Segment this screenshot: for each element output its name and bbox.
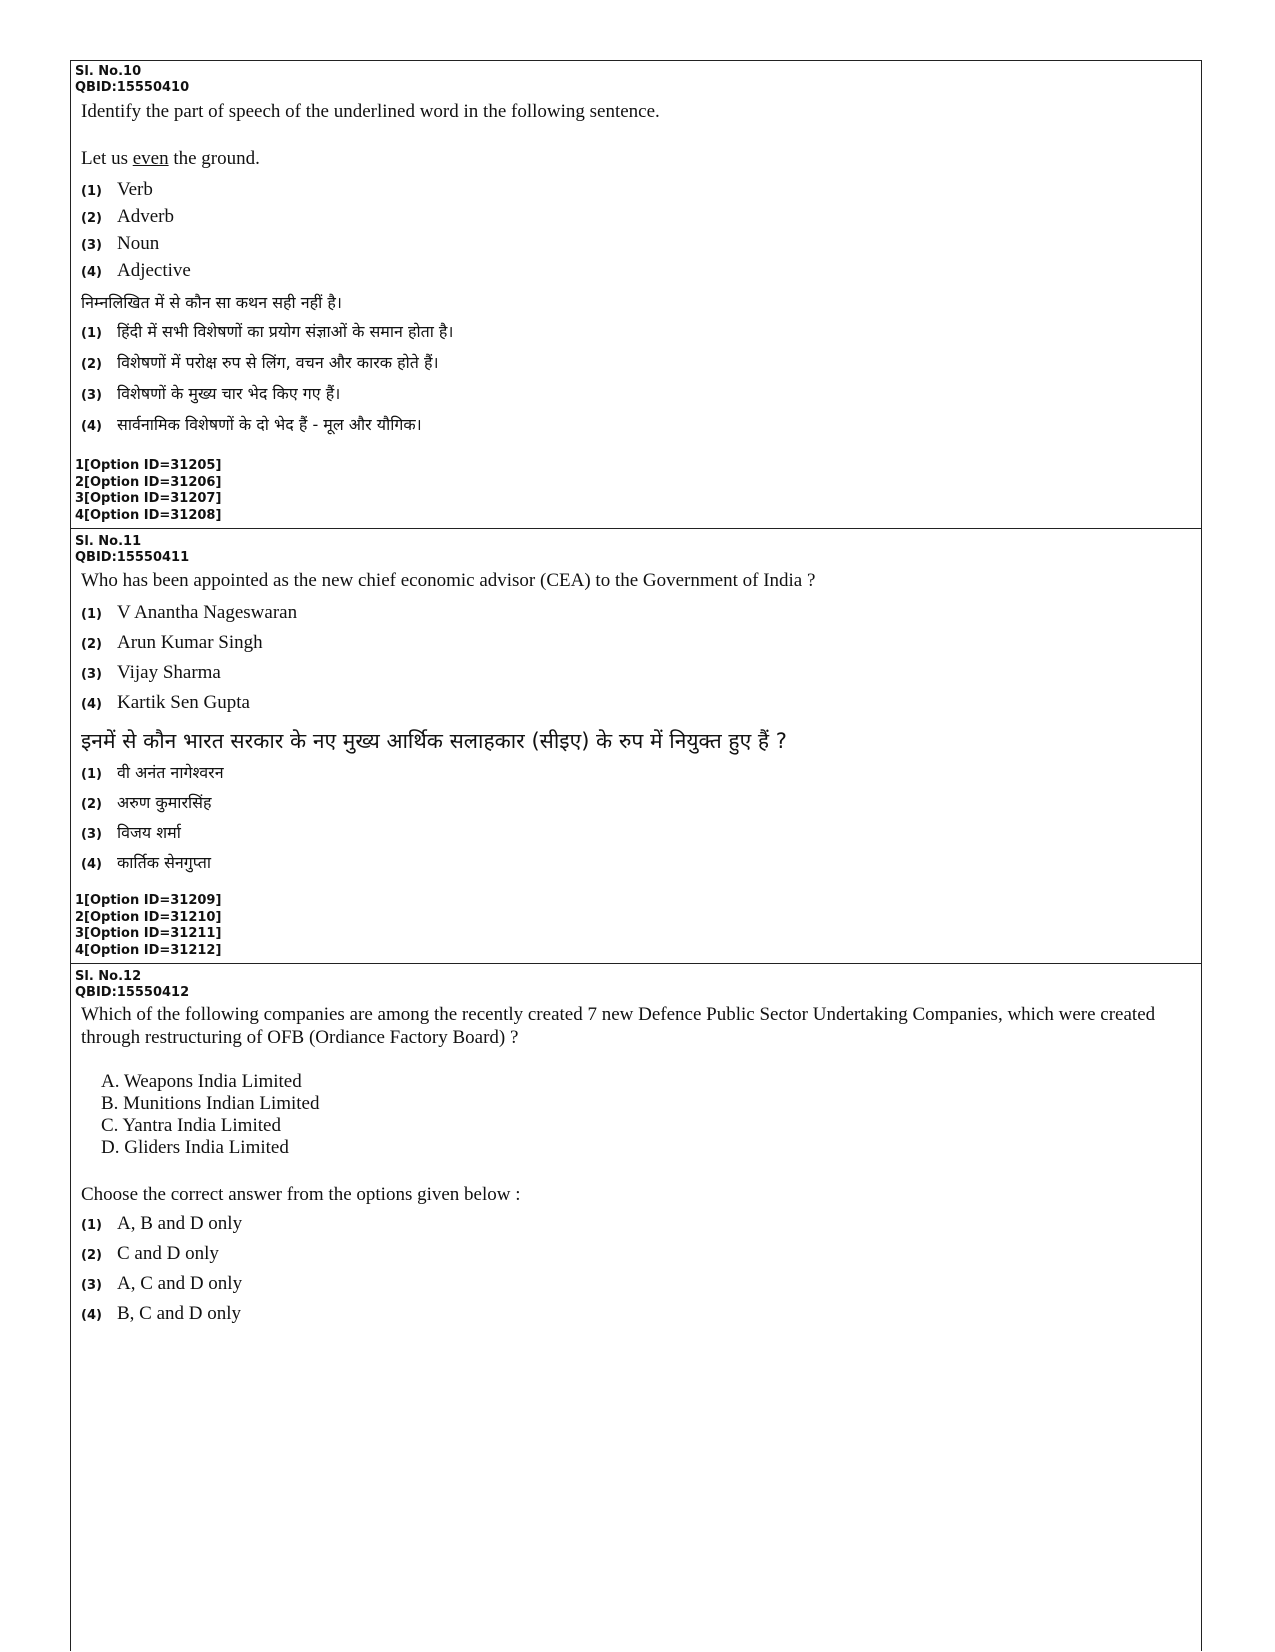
choose-instruction: Choose the correct answer from the options given below : — [81, 1184, 521, 1205]
option-id: 4[Option ID=31212] — [75, 942, 222, 958]
question-stem: Who has been appointed as the new chief economic advisor (CEA) to the Government of India ? — [81, 570, 816, 591]
question-block-12 — [71, 963, 1201, 1652]
option-number: (3) — [81, 827, 102, 842]
hindi-option-1[interactable] — [71, 758, 1201, 788]
option-2[interactable] — [71, 203, 1201, 230]
list-item: B. Munitions Indian Limited — [101, 1093, 320, 1114]
option-number: (2) — [81, 797, 102, 812]
option-number: (1) — [81, 1218, 102, 1233]
options-list — [71, 1209, 1201, 1329]
option-id: 1[Option ID=31209] — [75, 893, 222, 908]
option-2[interactable] — [71, 1239, 1201, 1269]
option-number: (1) — [81, 767, 102, 782]
hindi-options-list — [71, 758, 1201, 878]
hindi-option-2[interactable] — [71, 347, 1201, 378]
serial-number: Sl. No.12 — [75, 969, 142, 984]
list-item: C. Yantra India Limited — [101, 1115, 281, 1136]
qbid: QBID:15550412 — [75, 985, 190, 1000]
option-number: (2) — [81, 637, 102, 652]
option-number: (2) — [81, 211, 102, 226]
qbid: QBID:15550410 — [75, 80, 190, 95]
question-sentence — [71, 147, 1201, 170]
hindi-option-4[interactable] — [71, 848, 1201, 878]
option-text: Kartik Sen Gupta — [117, 692, 250, 713]
option-4[interactable] — [71, 257, 1201, 284]
option-text: कार्तिक सेनगुप्ता — [117, 853, 211, 872]
company-list — [71, 1071, 1201, 1159]
option-text: हिंदी में सभी विशेषणों का प्रयोग संज्ञाओं के समान होता है। — [117, 322, 454, 341]
hindi-option-1[interactable] — [71, 316, 1201, 347]
option-number: (1) — [81, 184, 102, 199]
option-text: Adjective — [117, 260, 191, 281]
option-text: वी अनंत नागेश्वरन — [117, 763, 224, 782]
hindi-option-3[interactable] — [71, 818, 1201, 848]
option-3[interactable] — [71, 230, 1201, 257]
option-ids — [71, 893, 221, 959]
question-stem: Which of the following companies are among the recently created 7 new Defence Public Sector Undertaking Companies, which were created through restructuring of OFB (Ordiance Factory Board) ? — [81, 1004, 1156, 1048]
option-3[interactable] — [71, 1269, 1201, 1299]
option-3[interactable] — [71, 658, 1201, 688]
option-text: C and D only — [117, 1243, 219, 1264]
hindi-option-4[interactable] — [71, 409, 1201, 440]
sentence-text: the ground. — [168, 148, 260, 169]
option-text: Verb — [117, 179, 153, 200]
option-number: (2) — [81, 1248, 102, 1263]
hindi-question-stem: इनमें से कौन भारत सरकार के नए मुख्य आर्थिक सलाहकार (सीइए) के रुप में नियुक्त हुए हैं ? — [81, 729, 787, 753]
option-text: Adverb — [117, 206, 174, 227]
option-id: 2[Option ID=31206] — [75, 474, 222, 490]
option-4[interactable] — [71, 688, 1201, 718]
option-text: सार्वनामिक विशेषणों के दो भेद हैं - मूल और यौगिक। — [117, 415, 422, 434]
options-list — [71, 176, 1201, 284]
option-number: (4) — [81, 265, 102, 280]
option-text: B, C and D only — [117, 1303, 242, 1324]
option-text: Noun — [117, 233, 160, 254]
hindi-question-stem: निम्नलिखित में से कौन सा कथन सही नहीं है। — [81, 293, 342, 312]
option-number: (4) — [81, 1308, 102, 1323]
option-number: (1) — [81, 607, 102, 622]
hindi-option-3[interactable] — [71, 378, 1201, 409]
option-4[interactable] — [71, 1299, 1201, 1329]
option-number: (4) — [81, 857, 102, 872]
question-block-11 — [71, 528, 1201, 963]
option-id: 2[Option ID=31210] — [75, 909, 222, 925]
option-number: (4) — [81, 419, 102, 434]
option-number: (4) — [81, 697, 102, 712]
option-text: Arun Kumar Singh — [117, 632, 263, 653]
option-2[interactable] — [71, 628, 1201, 658]
sentence-text: Let us — [81, 148, 133, 169]
option-id: 1[Option ID=31205] — [75, 458, 222, 473]
serial-number: Sl. No.10 — [75, 64, 142, 79]
qbid: QBID:15550411 — [75, 550, 190, 565]
question-stem: Identify the part of speech of the underlined word in the following sentence. — [81, 101, 660, 122]
options-list — [71, 598, 1201, 718]
question-paper-frame — [70, 60, 1202, 1651]
option-number: (3) — [81, 667, 102, 682]
option-number: (3) — [81, 1278, 102, 1293]
option-text: अरुण कुमारसिंह — [117, 793, 212, 812]
list-item: A. Weapons India Limited — [101, 1071, 302, 1092]
option-text: विशेषणों में परोक्ष रुप से लिंग, वचन और कारक होते हैं। — [117, 353, 439, 372]
list-item: D. Gliders India Limited — [101, 1137, 289, 1158]
option-text: विजय शर्मा — [117, 823, 181, 842]
option-text: A, B and D only — [117, 1213, 243, 1234]
option-number: (3) — [81, 388, 102, 403]
option-number: (1) — [81, 326, 102, 341]
option-number: (3) — [81, 238, 102, 253]
hindi-options-list — [71, 316, 1201, 440]
option-text: Vijay Sharma — [117, 662, 221, 683]
serial-number: Sl. No.11 — [75, 534, 142, 549]
option-id: 4[Option ID=31208] — [75, 507, 222, 523]
option-1[interactable] — [71, 598, 1201, 628]
option-text: A, C and D only — [117, 1273, 243, 1294]
option-id: 3[Option ID=31207] — [75, 491, 222, 506]
question-block-10 — [71, 61, 1201, 528]
option-text: V Anantha Nageswaran — [117, 602, 298, 623]
option-1[interactable] — [71, 176, 1201, 203]
hindi-option-2[interactable] — [71, 788, 1201, 818]
option-number: (2) — [81, 357, 102, 372]
option-id: 3[Option ID=31211] — [75, 926, 222, 941]
underlined-word: even — [132, 148, 169, 169]
option-ids — [71, 458, 221, 524]
option-text: विशेषणों के मुख्य चार भेद किए गए हैं। — [117, 384, 341, 403]
option-1[interactable] — [71, 1209, 1201, 1239]
